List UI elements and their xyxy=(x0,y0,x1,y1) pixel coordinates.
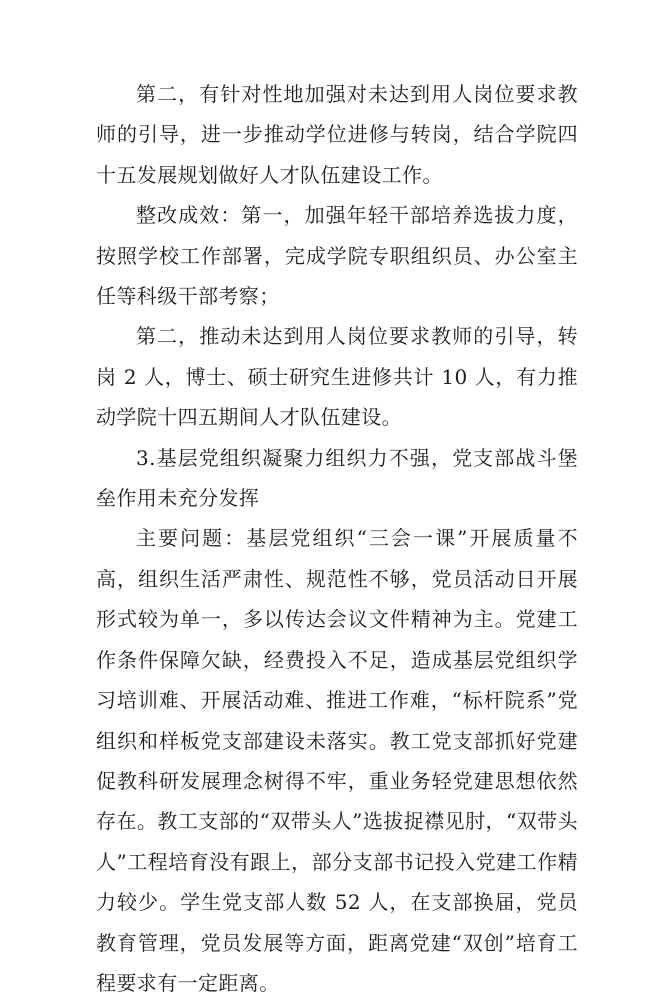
paragraph-second-result: 第二，推动未达到用人岗位要求教师的引导，转岗 2 人，博士、硕士研究生进修共计 10 人，有力推动学院十四五期间人才队伍建设。 xyxy=(96,324,578,430)
paragraph-rectification-results: 整改成效：第一，加强年轻干部培养选拔力度，按照学校工作部署，完成学院专职组织员、办公室主任等科级干部考察； xyxy=(96,203,578,309)
document-body xyxy=(96,74,578,1003)
paragraph-main-problems: 主要问题：基层党组织“三会一课”开展质量不高，组织生活严肃性、规范性不够，党员活动日开展形式较为单一，多以传达会议文件精神为主。党建工作条件保障欠缺，经费投入不足，造成基层党组织学习培训难、开展活动难、推进工作难，“标杆院系”党组织和样板党支部建设未落实。教工党支部抓好党建促教科研发展理念树得不牢，重业务轻党建思想依然存在。教工支部的“双带头人”选拔捉襟见肘，“双带头人”工程培育没有跟上，部分支部书记投入党建工作精力较少。学生党支部人数 52 人，在支部换届，党员教育管理，党员发展等方面，距离党建“双创”培育工程要求有一定距离。 xyxy=(96,526,578,995)
paragraph-second-measure: 第二，有针对性地加强对未达到用人岗位要求教师的引导，进一步推动学位进修与转岗，结合学院四十五发展规划做好人才队伍建设工作。 xyxy=(96,82,578,187)
section-heading-3: 3.基层党组织凝聚力组织力不强，党支部战斗堡垒作用未充分发挥 xyxy=(96,445,578,511)
